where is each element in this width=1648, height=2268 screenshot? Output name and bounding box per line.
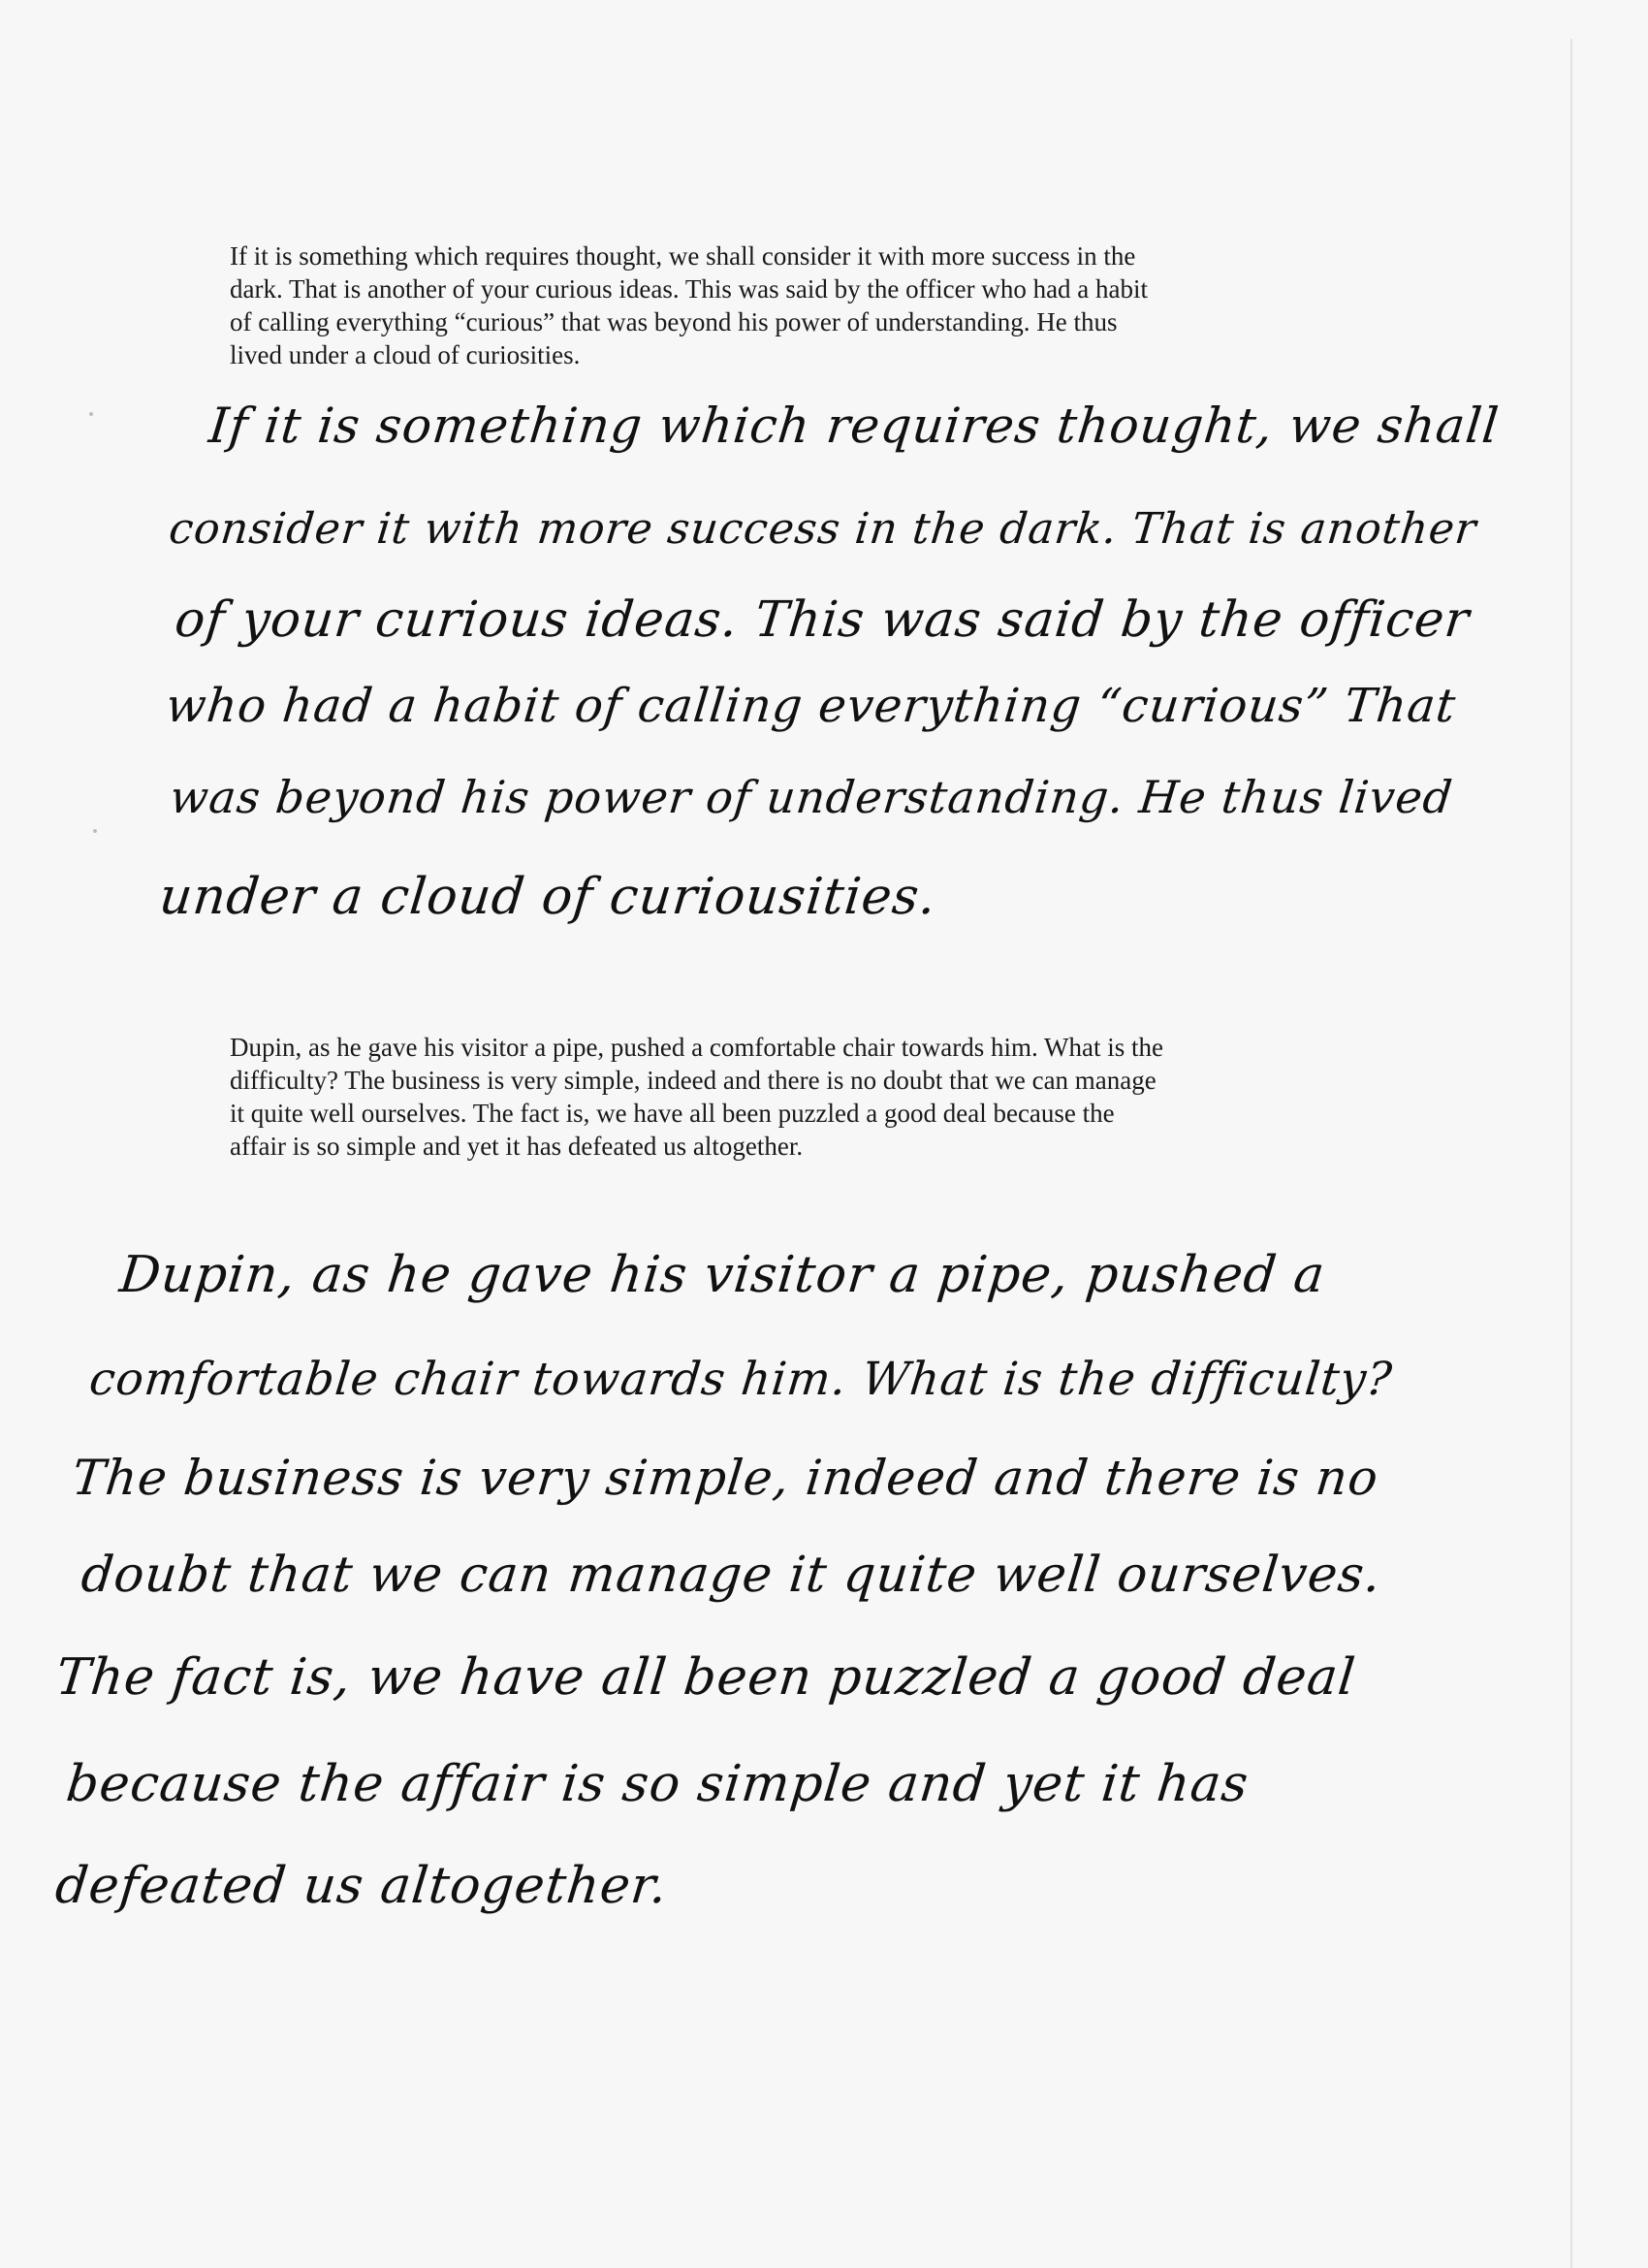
printed-line: If it is something which requires thought, we shall consider it with more success in the xyxy=(230,241,1136,271)
printed-line: it quite well ourselves. The fact is, we have all been puzzled a good deal because the xyxy=(230,1099,1115,1128)
handwritten-line: of your curious ideas. This was said by the officer xyxy=(172,591,1473,649)
handwritten-line: because the affair is so simple and yet it has xyxy=(63,1755,1252,1813)
handwritten-line: consider it with more success in the dark. That is another xyxy=(166,504,1479,554)
handwritten-line: The business is very simple, indeed and there is no xyxy=(69,1450,1381,1506)
page-edge xyxy=(1570,39,1572,2268)
handwritten-line: under a cloud of curiousities. xyxy=(156,868,940,926)
printed-line: Dupin, as he gave his visitor a pipe, pushed a comfortable chair towards him. What is the xyxy=(230,1033,1164,1062)
handwritten-line: Dupin, as he gave his visitor a pipe, pushed a xyxy=(116,1246,1328,1304)
handwritten-line: defeated us altogether. xyxy=(52,1857,671,1915)
handwritten-line: who had a habit of calling everything “curious” That xyxy=(163,679,1459,733)
printed-line: dark. That is another of your curious ideas. This was said by the officer who had a habit xyxy=(230,274,1149,303)
handwritten-line: The fact is, we have all been puzzled a good deal xyxy=(53,1648,1359,1707)
printed-passage-2 xyxy=(230,1031,1422,1163)
printed-line: lived under a cloud of curiosities. xyxy=(230,340,581,369)
paper-speck xyxy=(89,412,93,416)
handwritten-line: was beyond his power of understanding. He thus lived xyxy=(167,771,1456,823)
printed-line: affair is so simple and yet it has defeated us altogether. xyxy=(230,1132,804,1161)
printed-line: difficulty? The business is very simple, indeed and there is no doubt that we can manage xyxy=(230,1066,1157,1095)
handwritten-line: If it is something which requires thought, we shall xyxy=(206,398,1503,454)
handwritten-line: doubt that we can manage it quite well ourselves. xyxy=(79,1547,1384,1604)
printed-line: of calling everything “curious” that was beyond his power of understanding. He thus xyxy=(230,307,1118,336)
handwritten-line: comfortable chair towards him. What is the difficulty? xyxy=(86,1353,1395,1406)
printed-passage-1 xyxy=(230,240,1422,371)
paper-speck xyxy=(93,829,97,833)
